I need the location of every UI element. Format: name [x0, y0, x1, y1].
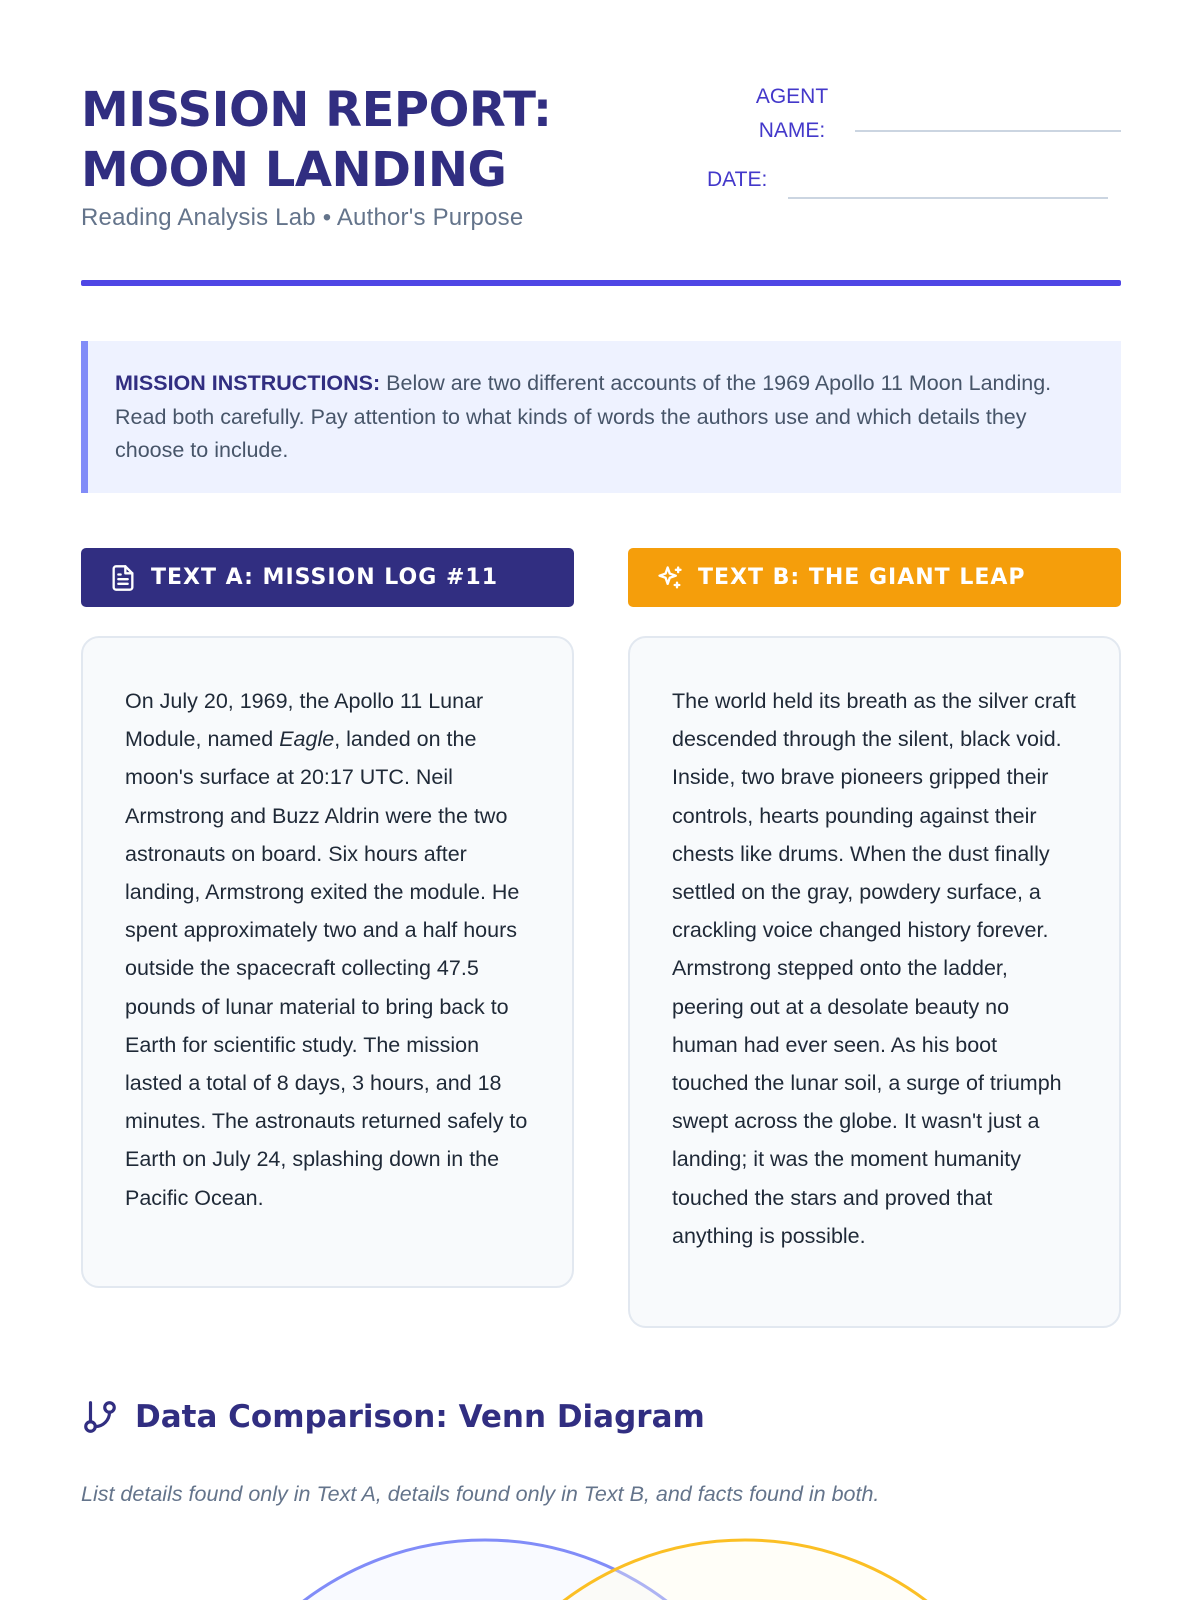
venn-section-title: [81, 1392, 705, 1442]
text-a-title: TEXT A: MISSION LOG #11: [151, 565, 498, 590]
text-a-body-part-1: On July 20, 1969, the Apollo 11 Lunar Module, named: [125, 689, 484, 752]
text-a-body-italic: Eagle: [279, 727, 335, 752]
text-b-card: [628, 636, 1121, 1328]
git-branch-icon: [81, 1398, 119, 1436]
page-subtitle: Reading Analysis Lab • Author's Purpose: [81, 204, 524, 231]
text-a-card: [81, 636, 574, 1288]
title-line-2: MOON LANDING: [81, 142, 507, 198]
text-a-header: [81, 548, 574, 607]
venn-title-text: Data Comparison: Venn Diagram: [135, 1399, 705, 1435]
text-b-header: [628, 548, 1121, 607]
agent-label-line-2: NAME:: [758, 119, 826, 142]
document-icon: [109, 564, 137, 592]
agent-name-label: [742, 80, 842, 148]
header-divider: [81, 280, 1121, 286]
instructions-text: Below are two different accounts of the 1969 Apollo 11 Moon Landing. Read both carefully. Pay attention to what kinds of words the authors use and which details they choose to include.: [115, 371, 1052, 462]
text-a-body-part-2: , landed on the moon's surface at 20:17 UTC. Neil Armstrong and Buzz Aldrin were the two astronauts on board. Six hours after landing, Armstrong exited the module. He spent approximately two and a half hours outside the spacecraft collecting 47.5 pounds of lunar material to bring back to Earth for scientific study. The mission lasted a total of 8 days, 3 hours, and 18 minutes. The astronauts returned safely to Earth on July 24, splashing down in the Pacific Ocean.: [125, 727, 528, 1210]
text-b-title: TEXT B: THE GIANT LEAP: [698, 565, 1026, 590]
page-title: [81, 80, 641, 200]
agent-label-line-1: AGENT: [755, 85, 829, 108]
instructions-lead: MISSION INSTRUCTIONS:: [115, 371, 381, 395]
title-line-1: MISSION REPORT:: [81, 82, 552, 138]
mission-instructions: [81, 341, 1121, 493]
venn-diagram: [0, 1530, 1200, 1600]
sparkles-icon: [656, 564, 684, 592]
date-label: DATE:: [707, 168, 768, 191]
venn-instructions: List details found only in Text A, details found only in Text B, and facts found in both.: [81, 1482, 880, 1506]
agent-name-field[interactable]: [855, 130, 1121, 132]
date-field[interactable]: [788, 197, 1108, 199]
text-b-body: The world held its breath as the silver craft descended through the silent, black void. Inside, two brave pioneers gripped their controls, hearts pounding against their chests like drums. When the dust finally settled on the gray, powdery surface, a crackling voice changed history forever. Armstrong stepped onto the ladder, peering out at a desolate beauty no human had ever seen. As his boot touched the lunar soil, a surge of triumph swept across the globe. It wasn't just a landing; it was the moment humanity touched the stars and proved that anything is possible.: [672, 689, 1076, 1248]
